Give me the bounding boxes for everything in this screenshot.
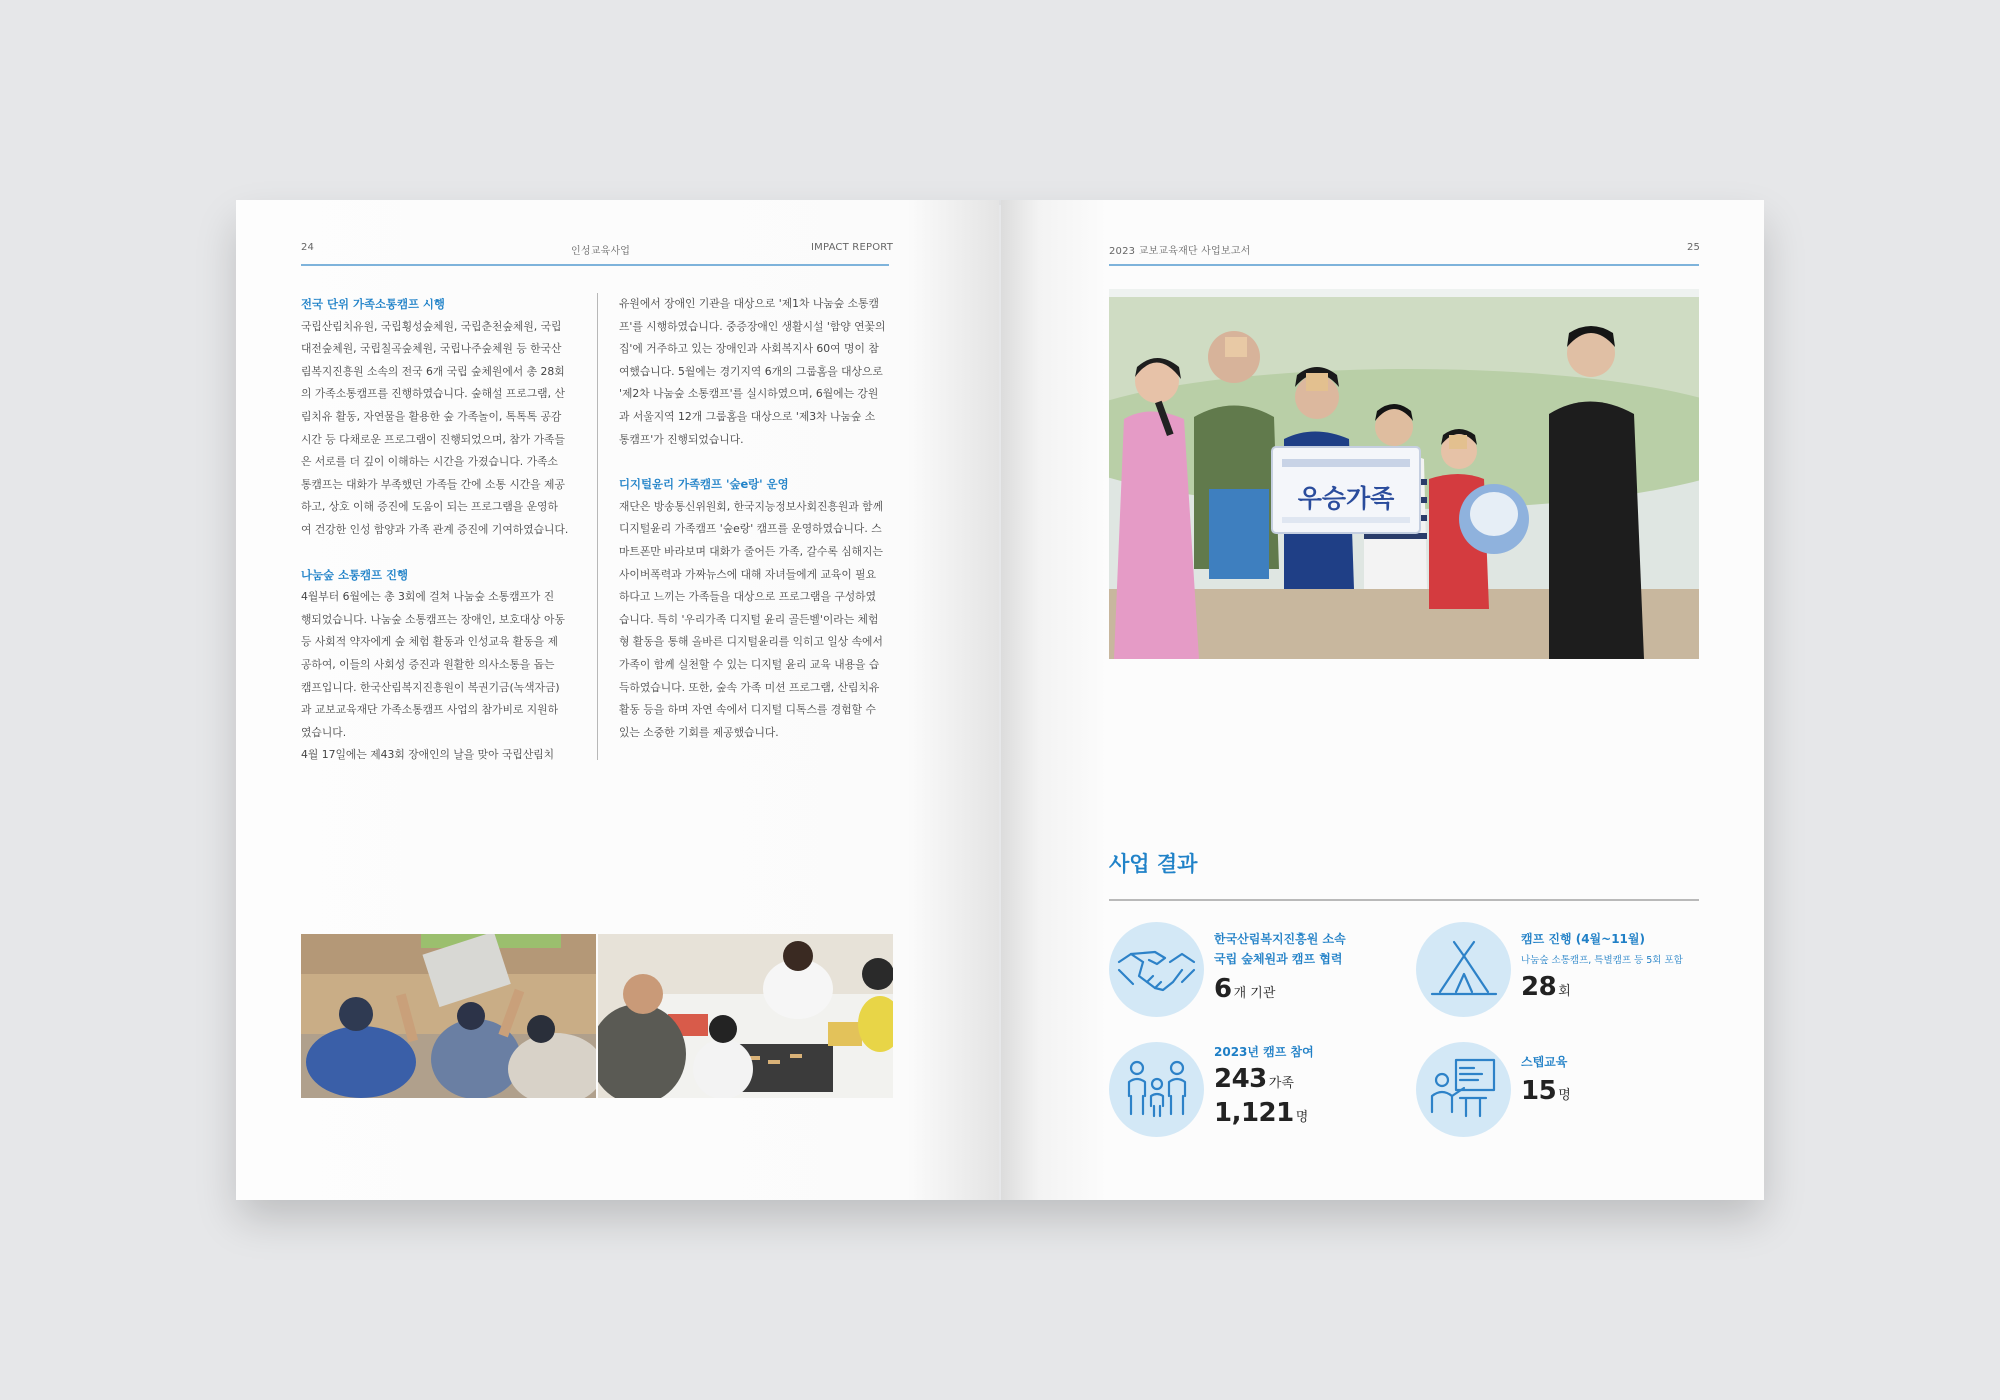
body-line: 하고, 상호 이해 증진에 도움이 되는 프로그램을 운영하 [301,500,558,514]
family-icon [1109,1042,1204,1137]
body-line: 였습니다. [301,725,347,739]
stat-number: 6 [1214,974,1232,1004]
body-line: 4월부터 6월에는 총 3회에 걸쳐 나눔숲 소통캠프가 진 [301,590,555,604]
stat-note: 나눔숲 소통캠프, 특별캠프 등 5회 포함 [1521,955,1683,966]
body-line: 하다고 느끼는 가족들을 대상으로 프로그램을 구성하였 [619,590,877,604]
body-line: 프'를 시행하였습니다. 중증장애인 생활시설 '함양 연꽃의 [619,319,886,333]
body-line: 디지털윤리 가족캠프 '숲e랑' 캠프를 운영하였습니다. 스 [619,522,882,536]
stat-unit: 명 [1558,1088,1571,1103]
body-line: 공하여, 이들의 사회성 증진과 원활한 의사소통을 돕는 [301,657,555,671]
stat-camp-participation [1109,1042,1369,1152]
body-line: '제2차 나눔숲 소통캠프'를 실시하였으며, 6월에는 강원 [619,387,879,401]
stat-number: 243 [1214,1064,1267,1094]
stat-value [1214,974,1275,1004]
body-line: 집'에 거주하고 있는 장애인과 사회복지사 60여 명이 참 [619,342,879,356]
body-line: 여 건강한 인성 함양과 가족 관계 증진에 기여하였습니다. [301,522,569,536]
body-line: 4월 17일에는 제43회 장애인의 날을 맞아 국립산림치 [301,748,555,762]
body-line: 시간 등 다채로운 프로그램이 진행되었으며, 참가 가족들 [301,432,565,446]
page-number: 24 [301,242,315,253]
body-line: 대전숲체원, 국립칠곡숲체원, 국립나주숲체원 등 한국산 [301,342,562,356]
stat-value [1214,1098,1308,1128]
report-title: 2023 교보교육재단 사업보고서 [1109,246,1251,257]
text-column-1 [301,293,583,767]
body-line: 등 사회적 약자에게 숲 체험 활동과 인성교육 활동을 제 [301,635,558,649]
stat-partner-institutions [1109,922,1369,1022]
camp-hall-photo [301,934,596,1098]
body-line: 국립산림치유원, 국립횡성숲체원, 국립춘천숲체원, 국립 [301,319,562,333]
body-line: 있는 소중한 기회를 제공했습니다. [619,725,779,739]
body-line: 득하였습니다. 또한, 숲속 가족 미션 프로그램, 산림치유 [619,680,880,694]
stat-unit: 개 기관 [1233,986,1276,1001]
body-line: 캠프입니다. 한국산림복지진흥원이 복권기금(녹색자금) [301,680,560,694]
body-line: 여했습니다. 5월에는 경기지역 6개의 그룹홈을 대상으로 [619,364,883,378]
winning-family-photo [1109,289,1699,659]
stat-number: 15 [1521,1076,1557,1106]
lecture-icon [1416,1042,1511,1137]
stat-value [1214,1064,1294,1094]
body-line: 행되었습니다. 나눔숲 소통캠프는 장애인, 보호대상 아동 [301,612,565,626]
body-line: 과 교보교육재단 가족소통캠프 사업의 참가비로 지원하 [301,703,559,717]
stat-value [1521,972,1571,1002]
stat-label-line: 한국산림복지진흥원 소속 [1214,932,1346,946]
page-number: 25 [1687,242,1701,253]
body-line: 과 서울지역 12개 그룹홈을 대상으로 '제3차 나눔숲 소 [619,409,876,423]
body-line: 사이버폭력과 가짜뉴스에 대해 자녀들에게 교육이 필요 [619,567,877,581]
header-rule [301,264,889,266]
results-title: 사업 결과 [1109,852,1198,876]
stat-label-line: 스텝교육 [1521,1055,1568,1069]
sign-text: 우승가족 [1297,484,1395,513]
body-line: 림치유 활동, 자연물을 활용한 숲 가족놀이, 톡톡톡 공감 [301,409,562,423]
heading-digital-camp: 디지털윤리 가족캠프 '숲e랑' 운영 [619,477,789,492]
body-line: 재단은 방송통신위원회, 한국지능정보사회진흥원과 함께 [619,499,884,513]
stat-label-line: 2023년 캠프 참여 [1214,1045,1314,1059]
heading-family-camp: 전국 단위 가족소통캠프 시행 [301,297,445,311]
body-line: 마트폰만 바라보며 대화가 줄어든 가족, 갈수록 심해지는 [619,544,883,558]
stat-camp-sessions [1416,922,1706,1022]
stat-number: 28 [1521,972,1557,1002]
results-rule [1109,899,1699,901]
body-line: 습니다. 특히 '우리가족 디지털 윤리 골든벨'이라는 체험 [619,612,879,626]
tent-icon [1416,922,1511,1017]
header-rule [1109,264,1699,266]
stat-label-line: 캠프 진행 (4월~11월) [1521,932,1645,946]
section-name: 인성교육사업 [571,246,631,257]
body-line: 형 활동을 통해 올바른 디지털윤리를 익히고 일상 속에서 [619,635,883,649]
body-line: 통캠프는 대화가 부족했던 가족들 간에 소통 시간을 제공 [301,477,565,491]
stat-unit: 회 [1558,984,1571,999]
report-name: IMPACT REPORT [811,242,893,253]
body-line: 통캠프'가 진행되었습니다. [619,432,744,446]
stat-unit: 명 [1295,1110,1309,1125]
stat-staff-training [1416,1042,1676,1142]
body-line: 은 서로를 더 깊이 이해하는 시간을 가졌습니다. 가족소 [301,455,558,469]
stat-label-line: 국립 숲체원과 캠프 협력 [1214,952,1343,966]
right-page [1001,200,1764,1200]
left-page [236,200,999,1200]
heading-nanum-camp: 나눔숲 소통캠프 진행 [301,567,408,582]
body-line: 림복지진흥원 소속의 전국 6개 국립 숲체원에서 총 28회 [301,364,565,378]
stat-value [1521,1076,1571,1106]
stat-unit: 가족 [1268,1076,1294,1091]
handshake-icon [1109,922,1204,1017]
body-line: 가족이 함께 실천할 수 있는 디지털 윤리 교육 내용을 습 [619,657,880,671]
column-divider [597,293,598,760]
body-line: 활동 등을 하며 자연 속에서 디지털 디톡스를 경험할 수 [619,703,876,717]
board-game-photo [598,934,893,1098]
body-line: 유원에서 장애인 기관을 대상으로 '제1차 나눔숲 소통캠 [619,297,879,310]
stat-number: 1,121 [1214,1098,1294,1128]
body-line: 의 가족소통캠프를 진행하였습니다. 숲해설 프로그램, 산 [301,387,565,401]
text-column-2 [619,293,904,744]
